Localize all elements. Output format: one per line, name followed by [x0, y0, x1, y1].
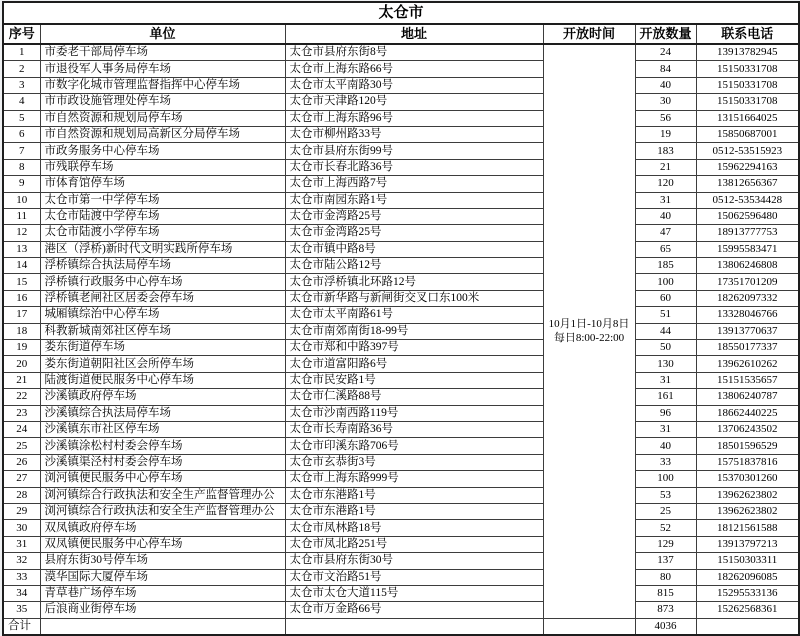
quantity-cell: 40	[635, 77, 696, 93]
phone-cell: 15751837816	[696, 454, 799, 470]
row-index-cell: 33	[3, 569, 40, 585]
phone-cell: 13913782945	[696, 44, 799, 61]
address-cell: 太仓市凤北路251号	[285, 536, 543, 552]
row-index-cell: 21	[3, 372, 40, 388]
quantity-cell: 53	[635, 487, 696, 503]
phone-cell: 18913777753	[696, 225, 799, 241]
row-index-cell: 22	[3, 389, 40, 405]
row-index-cell: 13	[3, 241, 40, 257]
unit-cell: 娄东街道朝阳社区会所停车场	[40, 356, 285, 372]
table-row	[3, 176, 799, 192]
phone-cell: 13806240787	[696, 389, 799, 405]
unit-cell: 太仓市第一中学停车场	[40, 192, 285, 208]
row-index-cell: 31	[3, 536, 40, 552]
row-index-cell: 27	[3, 471, 40, 487]
unit-cell: 后浪商业街停车场	[40, 602, 285, 618]
row-index-cell: 11	[3, 208, 40, 224]
table-row	[3, 553, 799, 569]
quantity-cell: 815	[635, 585, 696, 601]
col-header-qty: 开放数量	[635, 24, 696, 44]
table-row	[3, 503, 799, 519]
address-cell: 太仓市陆公路12号	[285, 258, 543, 274]
address-cell: 太仓市南园东路1号	[285, 192, 543, 208]
total-address-cell	[285, 618, 543, 635]
table-row	[3, 307, 799, 323]
unit-cell: 娄东街道停车场	[40, 340, 285, 356]
total-row	[3, 618, 799, 635]
row-index-cell: 29	[3, 503, 40, 519]
table-row	[3, 585, 799, 601]
table-row	[3, 487, 799, 503]
unit-cell: 陆渡街道便民服务中心停车场	[40, 372, 285, 388]
quantity-cell: 137	[635, 553, 696, 569]
table-row	[3, 405, 799, 421]
address-cell: 太仓市玄恭街3号	[285, 454, 543, 470]
unit-cell: 市数字化城市管理监督指挥中心停车场	[40, 77, 285, 93]
address-cell: 太仓市镇中路8号	[285, 241, 543, 257]
open-time-hours: 每日8:00-22:00	[553, 332, 625, 345]
spreadsheet	[2, 1, 800, 636]
phone-cell: 18662440225	[696, 405, 799, 421]
phone-cell: 13962610262	[696, 356, 799, 372]
unit-cell: 双凤镇便民服务中心停车场	[40, 536, 285, 552]
quantity-cell: 185	[635, 258, 696, 274]
total-time-cell	[543, 618, 635, 635]
phone-cell: 18501596529	[696, 438, 799, 454]
phone-cell: 15151535657	[696, 372, 799, 388]
phone-cell: 13151664025	[696, 110, 799, 126]
phone-cell: 13706243502	[696, 421, 799, 437]
phone-cell: 18121561588	[696, 520, 799, 536]
row-index-cell: 34	[3, 585, 40, 601]
unit-cell: 沙溪镇东市社区停车场	[40, 421, 285, 437]
row-index-cell: 15	[3, 274, 40, 290]
unit-cell: 沙溪镇渠泾村村委会停车场	[40, 454, 285, 470]
address-cell: 太仓市太平南路61号	[285, 307, 543, 323]
unit-cell: 市委老干部局停车场	[40, 44, 285, 61]
phone-cell: 15150331708	[696, 94, 799, 110]
row-index-cell: 14	[3, 258, 40, 274]
row-index-cell: 3	[3, 77, 40, 93]
row-index-cell: 32	[3, 553, 40, 569]
table-row	[3, 258, 799, 274]
quantity-cell: 19	[635, 126, 696, 142]
unit-cell: 浏河镇便民服务中心停车场	[40, 471, 285, 487]
unit-cell: 县府东街30号停车场	[40, 553, 285, 569]
quantity-cell: 100	[635, 471, 696, 487]
title-row	[3, 2, 799, 24]
address-cell: 太仓市县府东街8号	[285, 44, 543, 61]
address-cell: 太仓市东港路1号	[285, 487, 543, 503]
total-unit-cell	[40, 618, 285, 635]
row-index-cell: 24	[3, 421, 40, 437]
table-row	[3, 110, 799, 126]
table-row	[3, 192, 799, 208]
quantity-cell: 30	[635, 94, 696, 110]
row-index-cell: 20	[3, 356, 40, 372]
quantity-cell: 25	[635, 503, 696, 519]
table-row	[3, 274, 799, 290]
address-cell: 太仓市郑和中路397号	[285, 340, 543, 356]
table-row	[3, 471, 799, 487]
table-row	[3, 143, 799, 159]
quantity-cell: 96	[635, 405, 696, 421]
phone-cell: 18550177337	[696, 340, 799, 356]
address-cell: 太仓市柳州路33号	[285, 126, 543, 142]
address-cell: 太仓市浮桥镇北环路12号	[285, 274, 543, 290]
quantity-cell: 31	[635, 372, 696, 388]
unit-cell: 市残联停车场	[40, 159, 285, 175]
phone-cell: 13328046766	[696, 307, 799, 323]
address-cell: 太仓市凤林路18号	[285, 520, 543, 536]
address-cell: 太仓市万金路66号	[285, 602, 543, 618]
address-cell: 太仓市太平南路30号	[285, 77, 543, 93]
address-cell: 太仓市沙南西路119号	[285, 405, 543, 421]
table-row	[3, 225, 799, 241]
address-cell: 太仓市县府东街30号	[285, 553, 543, 569]
phone-cell: 15370301260	[696, 471, 799, 487]
quantity-cell: 56	[635, 110, 696, 126]
table-row	[3, 94, 799, 110]
unit-cell: 漠华国际大厦停车场	[40, 569, 285, 585]
quantity-cell: 51	[635, 307, 696, 323]
quantity-cell: 44	[635, 323, 696, 339]
table-row	[3, 44, 799, 61]
row-index-cell: 16	[3, 290, 40, 306]
unit-cell: 沙溪镇政府停车场	[40, 389, 285, 405]
row-index-cell: 10	[3, 192, 40, 208]
phone-cell: 13913770637	[696, 323, 799, 339]
unit-cell: 浮桥镇行政服务中心停车场	[40, 274, 285, 290]
table-row	[3, 389, 799, 405]
table-row	[3, 290, 799, 306]
unit-cell: 青草巷广场停车场	[40, 585, 285, 601]
quantity-cell: 31	[635, 421, 696, 437]
unit-cell: 浮桥镇综合执法局停车场	[40, 258, 285, 274]
unit-cell: 市体育馆停车场	[40, 176, 285, 192]
phone-cell: 15962294163	[696, 159, 799, 175]
phone-cell: 15995583471	[696, 241, 799, 257]
row-index-cell: 4	[3, 94, 40, 110]
unit-cell: 科教新城南郊社区停车场	[40, 323, 285, 339]
address-cell: 太仓市仁溪路88号	[285, 389, 543, 405]
phone-cell: 15150331708	[696, 77, 799, 93]
phone-cell: 0512-53534428	[696, 192, 799, 208]
table-row	[3, 520, 799, 536]
table-row	[3, 356, 799, 372]
quantity-cell: 40	[635, 438, 696, 454]
phone-cell: 13812656367	[696, 176, 799, 192]
quantity-cell: 50	[635, 340, 696, 356]
row-index-cell: 25	[3, 438, 40, 454]
quantity-cell: 65	[635, 241, 696, 257]
quantity-cell: 24	[635, 44, 696, 61]
unit-cell: 浮桥镇老闸社区居委会停车场	[40, 290, 285, 306]
address-cell: 太仓市道富阳路6号	[285, 356, 543, 372]
quantity-cell: 80	[635, 569, 696, 585]
table-row	[3, 372, 799, 388]
row-index-cell: 2	[3, 61, 40, 77]
address-cell: 太仓市县府东街99号	[285, 143, 543, 159]
table-row	[3, 241, 799, 257]
total-phone-cell	[696, 618, 799, 635]
phone-cell: 17351701209	[696, 274, 799, 290]
quantity-cell: 130	[635, 356, 696, 372]
row-index-cell: 35	[3, 602, 40, 618]
phone-cell: 13962623802	[696, 487, 799, 503]
table-row	[3, 602, 799, 618]
row-index-cell: 30	[3, 520, 40, 536]
unit-cell: 太仓市陆渡小学停车场	[40, 225, 285, 241]
quantity-cell: 60	[635, 290, 696, 306]
phone-cell: 13806246808	[696, 258, 799, 274]
col-header-phone: 联系电话	[696, 24, 799, 44]
address-cell: 太仓市民安路1号	[285, 372, 543, 388]
address-cell: 太仓市长春北路36号	[285, 159, 543, 175]
unit-cell: 双凤镇政府停车场	[40, 520, 285, 536]
row-index-cell: 8	[3, 159, 40, 175]
phone-cell: 15062596480	[696, 208, 799, 224]
open-time-cell	[543, 44, 635, 618]
unit-cell: 市市政设施管理处停车场	[40, 94, 285, 110]
col-header-unit: 单位	[40, 24, 285, 44]
row-index-cell: 9	[3, 176, 40, 192]
unit-cell: 市自然资源和规划局高新区分局停车场	[40, 126, 285, 142]
phone-cell: 15850687001	[696, 126, 799, 142]
address-cell: 太仓市上海东路999号	[285, 471, 543, 487]
phone-cell: 13913797213	[696, 536, 799, 552]
table-row	[3, 454, 799, 470]
unit-cell: 市政务服务中心停车场	[40, 143, 285, 159]
row-index-cell: 5	[3, 110, 40, 126]
address-cell: 太仓市南郊南街18-99号	[285, 323, 543, 339]
phone-cell: 18262096085	[696, 569, 799, 585]
address-cell: 太仓市长寿南路36号	[285, 421, 543, 437]
phone-cell: 18262097332	[696, 290, 799, 306]
quantity-cell: 873	[635, 602, 696, 618]
col-header-time: 开放时间	[543, 24, 635, 44]
parking-table	[2, 1, 800, 636]
address-cell: 太仓市天津路120号	[285, 94, 543, 110]
table-row	[3, 569, 799, 585]
header-row	[3, 24, 799, 44]
row-index-cell: 6	[3, 126, 40, 142]
col-header-address: 地址	[285, 24, 543, 44]
address-cell: 太仓市印溪东路706号	[285, 438, 543, 454]
table-row	[3, 77, 799, 93]
phone-cell: 0512-53515923	[696, 143, 799, 159]
phone-cell: 15295533136	[696, 585, 799, 601]
address-cell: 太仓市新华路与新闸街交叉口东100米	[285, 290, 543, 306]
table-row	[3, 208, 799, 224]
row-index-cell: 7	[3, 143, 40, 159]
table-row	[3, 159, 799, 175]
quantity-cell: 47	[635, 225, 696, 241]
row-index-cell: 1	[3, 44, 40, 61]
quantity-cell: 100	[635, 274, 696, 290]
unit-cell: 城厢镇综治中心停车场	[40, 307, 285, 323]
quantity-cell: 129	[635, 536, 696, 552]
quantity-cell: 52	[635, 520, 696, 536]
quantity-cell: 84	[635, 61, 696, 77]
quantity-cell: 183	[635, 143, 696, 159]
address-cell: 太仓市上海西路7号	[285, 176, 543, 192]
quantity-cell: 21	[635, 159, 696, 175]
row-index-cell: 26	[3, 454, 40, 470]
table-row	[3, 340, 799, 356]
col-header-no: 序号	[3, 24, 40, 44]
address-cell: 太仓市文治路51号	[285, 569, 543, 585]
phone-cell: 15150303311	[696, 553, 799, 569]
address-cell: 太仓市上海东路96号	[285, 110, 543, 126]
unit-cell: 浏河镇综合行政执法和安全生产监督管理办公	[40, 487, 285, 503]
row-index-cell: 23	[3, 405, 40, 421]
row-index-cell: 19	[3, 340, 40, 356]
quantity-cell: 33	[635, 454, 696, 470]
unit-cell: 市退役军人事务局停车场	[40, 61, 285, 77]
unit-cell: 港区（浮桥)新时代文明实践所停车场	[40, 241, 285, 257]
address-cell: 太仓市上海东路66号	[285, 61, 543, 77]
phone-cell: 13962623802	[696, 503, 799, 519]
address-cell: 太仓市太仓大道115号	[285, 585, 543, 601]
row-index-cell: 18	[3, 323, 40, 339]
table-row	[3, 536, 799, 552]
table-body	[3, 44, 799, 618]
unit-cell: 沙溪镇涂松村村委会停车场	[40, 438, 285, 454]
address-cell: 太仓市金湾路25号	[285, 208, 543, 224]
page-title: 太仓市	[3, 2, 799, 24]
row-index-cell: 12	[3, 225, 40, 241]
phone-cell: 15262568361	[696, 602, 799, 618]
quantity-cell: 40	[635, 208, 696, 224]
quantity-cell: 120	[635, 176, 696, 192]
row-index-cell: 17	[3, 307, 40, 323]
table-row	[3, 323, 799, 339]
address-cell: 太仓市东港路1号	[285, 503, 543, 519]
unit-cell: 市自然资源和规划局停车场	[40, 110, 285, 126]
open-time-range: 10月1日-10月8日	[548, 318, 630, 331]
quantity-cell: 31	[635, 192, 696, 208]
phone-cell: 15150331708	[696, 61, 799, 77]
table-row	[3, 61, 799, 77]
address-cell: 太仓市金湾路25号	[285, 225, 543, 241]
table-row	[3, 126, 799, 142]
row-index-cell: 28	[3, 487, 40, 503]
total-label-cell: 合计	[3, 618, 40, 635]
quantity-cell: 161	[635, 389, 696, 405]
unit-cell: 浏河镇综合行政执法和安全生产监督管理办公	[40, 503, 285, 519]
total-qty-cell: 4036	[635, 618, 696, 635]
unit-cell: 沙溪镇综合执法局停车场	[40, 405, 285, 421]
table-row	[3, 438, 799, 454]
unit-cell: 太仓市陆渡中学停车场	[40, 208, 285, 224]
table-row	[3, 421, 799, 437]
